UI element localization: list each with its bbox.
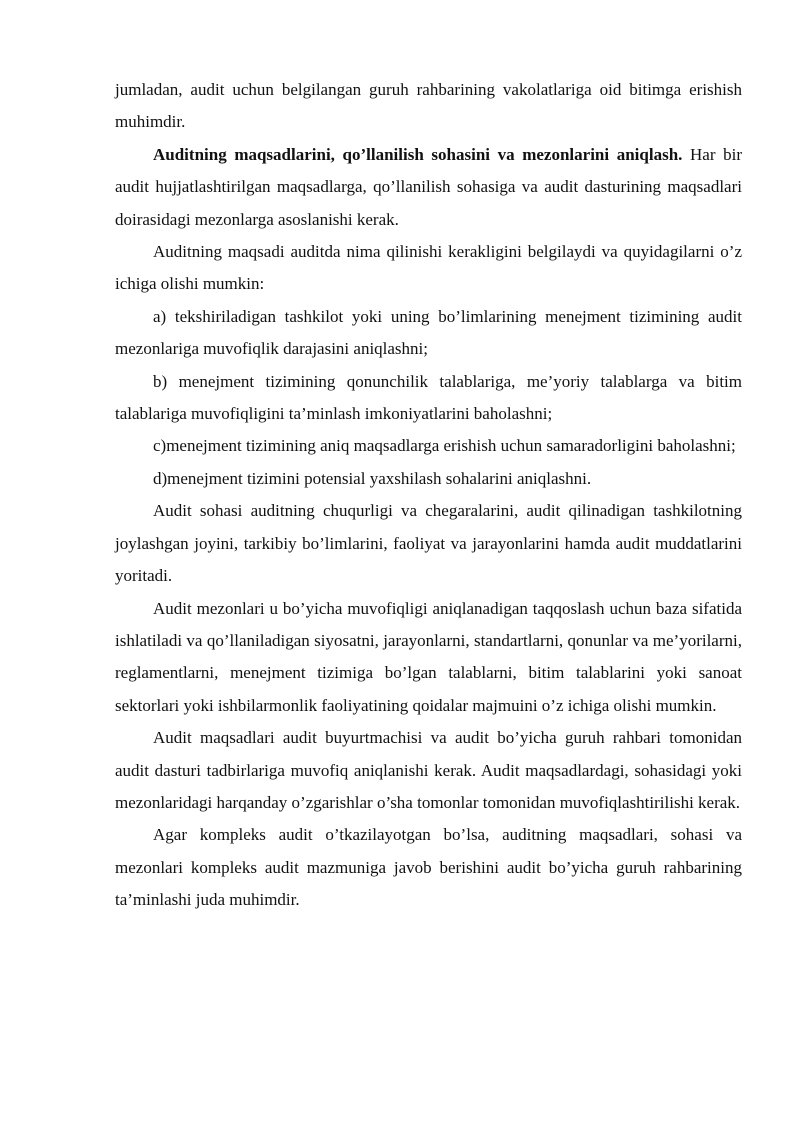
paragraph-text: Agar kompleks audit o’tkazilayotgan bo’lsa, auditning maqsadlari, sohasi va mezonlari kompleks audit mazmuniga javob berishini audit bo’yicha guruh rahbarining ta’minlashi juda muhimdir. xyxy=(115,825,742,910)
paragraph-2-section-heading xyxy=(115,139,742,236)
document-page xyxy=(115,74,742,917)
list-item-b xyxy=(115,366,742,431)
paragraph-text: d)menejment tizimini potensial yaxshilash sohalarini aniqlashni. xyxy=(153,468,592,488)
paragraph-audit-scope xyxy=(115,495,742,592)
paragraph-audit-objectives xyxy=(115,722,742,819)
paragraph-text: Har bir audit hujjatlashtirilgan maqsadlarga, qo’llanilish sohasiga va audit dasturining maqsadlari doirasidagi mezonlarga asoslanishi kerak. xyxy=(115,144,743,229)
paragraph-combined-audit xyxy=(115,819,742,916)
paragraph-text: jumladan, audit uchun belgilangan guruh rahbarining vakolatlariga oid bitimga erishish muhimdir. xyxy=(115,80,742,132)
paragraph-text: Audit sohasi auditning chuqurligi va chegaralarini, audit qilinadigan tashkilotning joylashgan joyini, tarkibiy bo’limlarini, faoliyat va jarayonlarini hamda audit muddatlarini yoritadi. xyxy=(115,501,742,586)
list-item-c xyxy=(115,430,742,462)
paragraph-text: c)menejment tizimining aniq maqsadlarga erishish uchun samaradorligini baholashni; xyxy=(153,436,736,456)
paragraph-1 xyxy=(115,74,742,139)
list-item-d xyxy=(115,463,742,495)
paragraph-text: a) tekshiriladigan tashkilot yoki uning bo’limlarining menejment tizimining audit mezonlariga muvofiqlik darajasini aniqlashni; xyxy=(115,306,742,359)
paragraph-text: Audit maqsadlari audit buyurtmachisi va audit bo’yicha guruh rahbari tomonidan audit dasturi tadbirlariga muvofiq aniqlanishi kerak. Audit maqsadlardagi, sohasidagi yoki mezonlaridagi harqanday o’zgarishlar o’sha tomonlar tomonidan muvofiqlashtirilishi kerak. xyxy=(115,728,742,812)
paragraph-text: b) menejment tizimining qonunchilik talablariga, me’yoriy talablarga va bitim talablariga muvofiqligini ta’minlash imkoniyatlarini baholashni; xyxy=(115,371,742,424)
paragraph-3 xyxy=(115,236,742,301)
paragraph-audit-criteria xyxy=(115,593,742,723)
list-item-a xyxy=(115,301,742,366)
section-heading: Auditning maqsadlarini, qo’llanilish sohasini va mezonlarini aniqlash. xyxy=(153,144,683,164)
paragraph-text: Audit mezonlari u bo’yicha muvofiqligi aniqlanadigan taqqoslash uchun baza sifatida ishlatiladi va qo’llaniladigan siyosatni, jarayonlarni, standartlarni, qonunlar va me’yorilarni, reglamentlarni, menejment tizimiga bo’lgan talablarni, bitim talablarini yoki sanoat sektorlari yoki ishbilarmonlik faoliyatining qoidalar majmuini o’z ichiga olishi mumkin. xyxy=(115,598,742,715)
paragraph-text: Auditning maqsadi auditda nima qilinishi kerakligini belgilaydi va quyidagilarni o’z ichiga olishi mumkin: xyxy=(115,242,742,294)
